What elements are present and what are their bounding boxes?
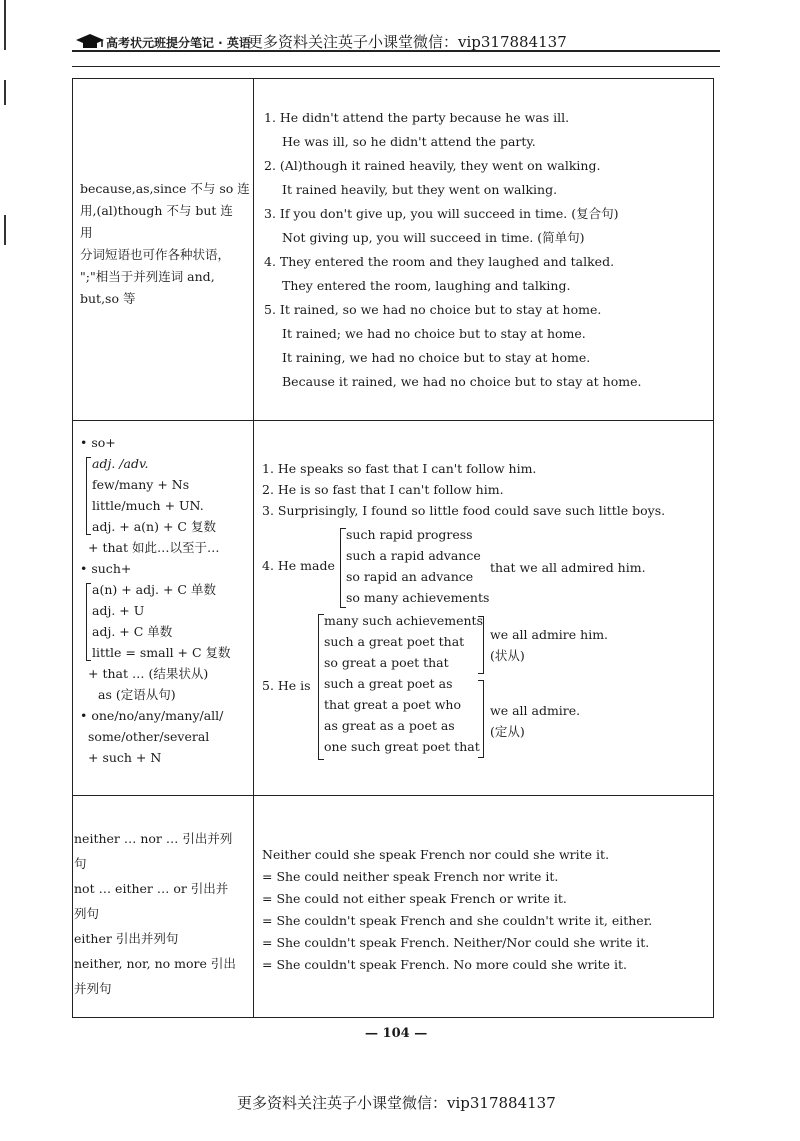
example-line: 3. If you don't give up, you will succeed in time. (复合句): [264, 206, 619, 221]
one-line: • one/no/any/many/all/: [80, 708, 224, 723]
so-bracket: [86, 457, 91, 535]
example-line: 1. He speaks so fast that I can't follow him.: [262, 461, 537, 476]
such-item: a(n) + adj. + C 单数: [92, 582, 216, 597]
s4-suffix: that we all admired him.: [490, 560, 646, 575]
example-line: Because it rained, we had no choice but to stay at home.: [282, 374, 642, 389]
example-line: 1. He didn't attend the party because he was ill.: [264, 110, 570, 125]
such-item: adj. + C 单数: [92, 624, 173, 639]
row1-right-examples: [264, 106, 641, 394]
example-line: He was ill, so he didn't attend the party.: [282, 134, 536, 149]
option-line: so rapid an advance: [346, 569, 474, 584]
note-line: 列句: [74, 906, 100, 921]
option-line: such a rapid advance: [346, 548, 481, 563]
example-line: = She couldn't speak French. No more could she write it.: [262, 957, 628, 972]
one-line: + such + N: [88, 750, 162, 765]
margin-mark: [4, 0, 6, 50]
note-line: either 引出并列句: [74, 931, 179, 946]
page-number: — 104 —: [365, 1026, 428, 1041]
row2-left-notes: [80, 432, 231, 768]
row2-right-examples: [262, 458, 665, 521]
example-line: They entered the room, laughing and talking.: [282, 278, 571, 293]
header-rule: [72, 50, 720, 52]
s5-suffix-b: [490, 700, 580, 742]
example-line: = She couldn't speak French and she couldn't write it, either.: [262, 913, 653, 928]
column-divider: [253, 78, 254, 1018]
note-line: 并列句: [74, 981, 112, 996]
so-item: adj. + a(n) + C 复数: [92, 519, 216, 534]
note-line: but,so 等: [80, 291, 136, 306]
note-line: 句: [74, 856, 87, 871]
row-divider: [72, 795, 714, 796]
suffix-line: we all admire him.: [490, 627, 609, 642]
note-line: 用: [80, 225, 93, 240]
such-head: • such+: [80, 561, 132, 576]
graduation-cap-icon: [74, 32, 106, 50]
note-line: neither … nor … 引出并列: [74, 831, 233, 846]
header-rule-thin: [72, 66, 720, 67]
example-line: 3. Surprisingly, I found so little food could save such little boys.: [262, 503, 666, 518]
example-line: = She could not either speak French or write it.: [262, 891, 567, 906]
suffix-note: (状从): [490, 648, 525, 663]
note-line: neither, nor, no more 引出: [74, 956, 236, 971]
example-line: It rained heavily, but they went on walking.: [282, 182, 558, 197]
option-line: such a great poet as: [324, 676, 453, 691]
header-watermark: 更多资料关注英子小课堂微信：vip317884137: [248, 33, 567, 51]
option-line: many such achievements: [324, 613, 483, 628]
row3-right-examples: [262, 844, 652, 976]
note-line: not … either … or 引出并: [74, 881, 229, 896]
such-bracket: [86, 583, 91, 661]
such-tail: as (定语从句): [98, 687, 176, 702]
suffix-note: (定从): [490, 724, 525, 739]
such-group: [80, 579, 231, 663]
so-item: little/much + UN.: [92, 498, 204, 513]
suffix-line: we all admire.: [490, 703, 581, 718]
example-line: 5. It rained, so we had no choice but to stay at home.: [264, 302, 602, 317]
option-line: so many achievements: [346, 590, 490, 605]
such-item: little = small + C 复数: [92, 645, 231, 660]
s5-suffix-a: [490, 624, 608, 666]
note-line: because,as,since 不与 so 连: [80, 181, 250, 196]
such-tail: + that … (结果状从): [88, 666, 209, 681]
s4-options: [346, 524, 489, 608]
margin-mark: [4, 215, 6, 245]
so-head: • so+: [80, 435, 116, 450]
footer-watermark: 更多资料关注英子小课堂微信：vip317884137: [237, 1094, 556, 1112]
note-line: 分词短语也可作各种状语，: [80, 247, 231, 262]
header-title: 高考状元班提分笔记 · 英语: [106, 36, 251, 50]
example-line: It rained; we had no choice but to stay at home.: [282, 326, 586, 341]
so-item: few/many + Ns: [92, 477, 190, 492]
option-line: as great as a poet as: [324, 718, 455, 733]
option-line: so great a poet that: [324, 655, 449, 670]
s5-options: [324, 610, 483, 757]
s4-prefix: 4. He made: [262, 558, 335, 573]
s5-right-brace-a: [478, 616, 484, 674]
example-line: = She could neither speak French nor write it.: [262, 869, 559, 884]
s5-prefix: 5. He is: [262, 678, 311, 693]
example-line: It raining, we had no choice but to stay at home.: [282, 350, 591, 365]
option-line: that great a poet who: [324, 697, 461, 712]
one-line: some/other/several: [88, 729, 210, 744]
example-line: Neither could she speak French nor could she write it.: [262, 847, 610, 862]
example-line: = She couldn't speak French. Neither/Nor could she write it.: [262, 935, 650, 950]
example-line: 4. They entered the room and they laughed and talked.: [264, 254, 615, 269]
row3-left-notes: [74, 826, 250, 1001]
option-line: one such great poet that: [324, 739, 480, 754]
s5-right-brace-b: [478, 680, 484, 758]
example-line: 2. He is so fast that I can't follow him.: [262, 482, 504, 497]
so-group: [80, 453, 231, 537]
row1-left-notes: [80, 178, 250, 310]
example-line: 2. (Al)though it rained heavily, they went on walking.: [264, 158, 601, 173]
example-line: Not giving up, you will succeed in time. (简单句): [282, 230, 585, 245]
so-tail: + that 如此…以至于…: [88, 540, 220, 555]
note-line: ";"相当于并列连词 and,: [80, 269, 215, 284]
margin-mark: [4, 80, 6, 105]
so-item: adj. /adv.: [92, 456, 149, 471]
option-line: such rapid progress: [346, 527, 473, 542]
row-divider: [72, 420, 714, 421]
note-line: 用,(al)though 不与 but 连: [80, 203, 233, 218]
option-line: such a great poet that: [324, 634, 465, 649]
such-item: adj. + U: [92, 603, 145, 618]
